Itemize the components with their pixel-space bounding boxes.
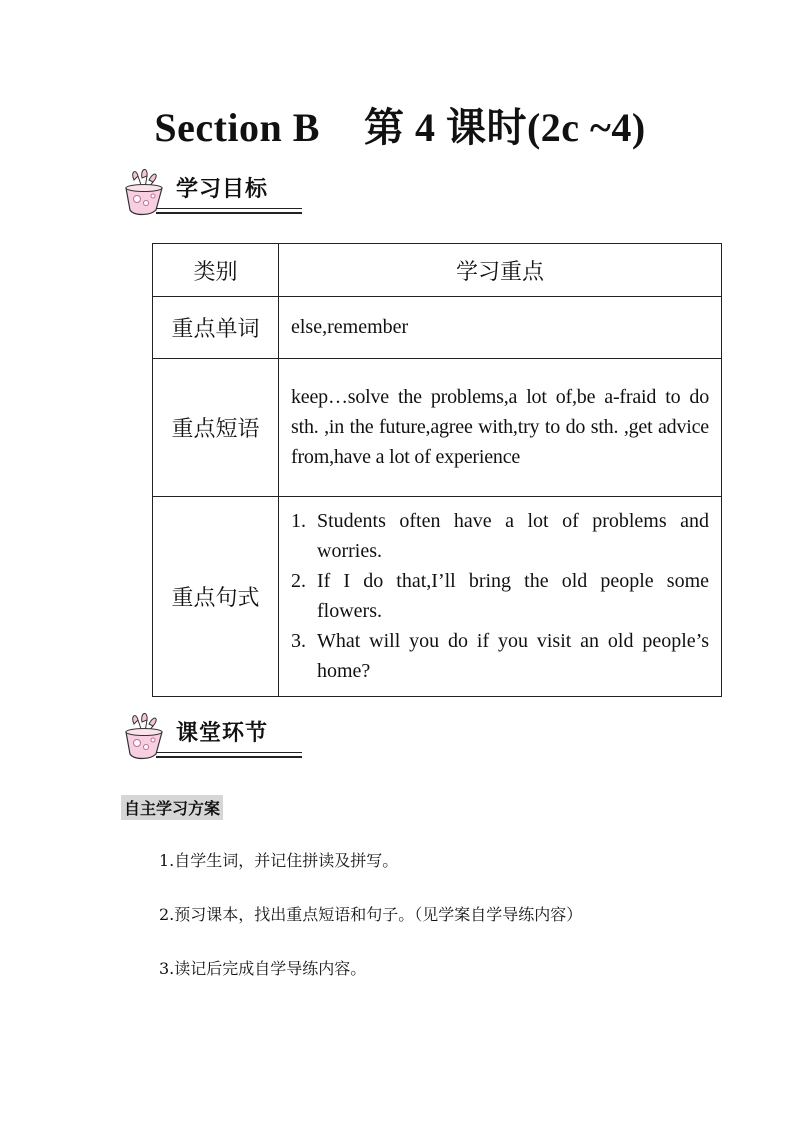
class-banner (116, 710, 302, 762)
table-row (153, 497, 722, 697)
flower-pot-icon (116, 710, 176, 762)
content-cell: else,remember (279, 297, 722, 359)
list-item: 1. Students often have a lot of problems and worries. (291, 509, 709, 562)
table-header-row (153, 244, 722, 297)
class-banner-label: 课堂环节 (176, 721, 269, 746)
table-row (153, 297, 722, 359)
category-cell: 重点单词 (153, 297, 279, 359)
flower-pot-icon (116, 166, 176, 218)
sentence-list (291, 506, 709, 686)
category-cell: 重点短语 (153, 359, 279, 497)
goals-banner (116, 166, 302, 218)
category-cell: 重点句式 (153, 497, 279, 697)
header-focus: 学习重点 (279, 244, 722, 297)
goals-banner-label: 学习目标 (176, 177, 269, 202)
self-study-item-2: 2.预习课本，找出重点短语和句子。（见学案自学导练内容） (159, 905, 583, 924)
content-cell (279, 497, 722, 697)
self-study-heading: 自主学习方案 (121, 795, 223, 820)
title-section: Section B (154, 105, 320, 150)
table-row (153, 359, 722, 497)
self-study-item-1: 1.自学生词，并记住拼读及拼写。 (159, 851, 399, 870)
list-item: 2. If I do that,I’ll bring the old people some flowers. (291, 569, 709, 622)
content-cell: keep…solve the problems,a lot of,be a-fraid to do sth. ,in the future,agree with,try to do sth. ,get advice from,have a lot of experience (279, 359, 722, 497)
goals-table (152, 243, 722, 697)
page-title (0, 96, 800, 153)
self-study-item-3: 3.读记后完成自学导练内容。 (159, 959, 367, 978)
title-lesson: 第 4 课时(2c ~4) (363, 105, 646, 150)
header-category: 类别 (153, 244, 279, 297)
list-item: 3. What will you do if you visit an old people’s home? (291, 629, 709, 682)
